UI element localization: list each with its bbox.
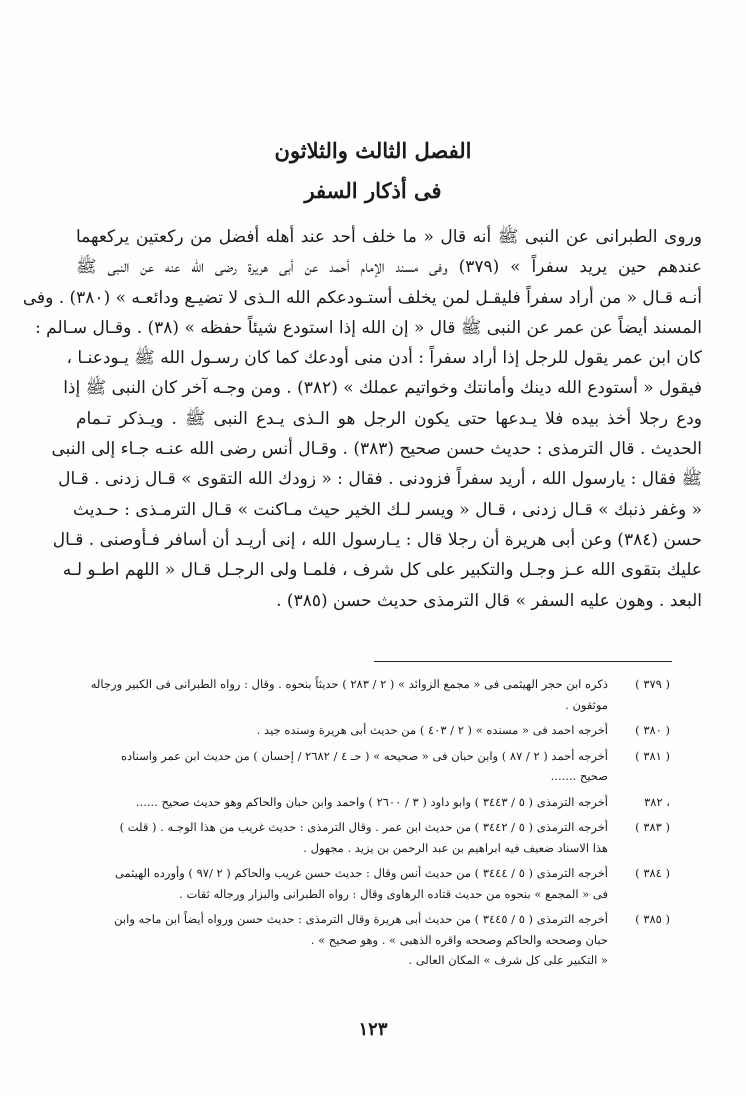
footnote-line: هذا الاسناد ضعيف فيه ابراهيم بن عبد الرحمن بن يزيد . مجهول . xyxy=(303,840,608,855)
body-line: المسند أيضاً عن عمر عن النبى ﷺ قال « إن الله إذا استودع شيئاً حفظه » (٣٨) . وقـال سـالم : xyxy=(35,317,702,338)
footnote-number: ( ٣٨٤ ) xyxy=(635,866,670,880)
body-line: عندهم حين يريد سفراً » (٣٧٩) وفى مسند الإمام أحمد عن أبى هريرة رضى الله عنه عن النبى ﷺ xyxy=(76,257,702,278)
body-line: أنـه قـال « من أراد سفراً فليقـل لمن يخلف أستـودعكم الله الـذى لا تضيـع ودائعـه » (٣٨٠) . وفى xyxy=(22,287,702,308)
body-line: ودع رجلا أخذ بيده فلا يـدعها حتى يكون الرجل هو الـذى يـدع النبى ﷺ . ويـذكر تـمام xyxy=(76,408,702,429)
footnote-line: أخرجه أحمد ( ٢ / ٨٧ ) وابن حبان فى « صحيحه » ( حـ ٤ / ٢٦٨٢ / إحسان ) من حديث ابن عمر واسناده xyxy=(120,748,608,763)
footnote-384 xyxy=(66,863,670,904)
footnote-line: فى « المجمع » بنحوه من حديث قتاده الرهاوى وقال : رواه الطبرانى والبزار ورجاله ثقات . xyxy=(179,886,608,901)
body-line: « وغفر ذنبك » قـال زدنى ، قـال « ويسر لـك الخير حيث مـاكنت » قـال الترمـذى : حـديث xyxy=(73,499,702,520)
footnote-line: ذكره ابن حجر الهيثمى فى « مجمع الزوائد » ( ٢ / ٢٨٣ ) حديثاً بنحوه . وقال : رواه الطبرانى فى الكبير ورجاله xyxy=(90,677,608,691)
footnote-line: أخرجه الترمذى ( ٥ / ٣٤٤٣ ) وابو داود ( ٣ / ٢٦٠٠ ) واحمد وابن حبان والحاكم وهو حديث صحيح ...... xyxy=(135,794,608,809)
footnote-line: أخرجه الترمذى ( ٥ / ٣٤٤٥ ) من حديث أبى هريرة وقال الترمذى : حديث حسن ورواه أيضاً ابن ماجه وابن xyxy=(114,912,608,926)
footnote-number: ( ٣٨٣ ) xyxy=(635,820,670,834)
footnote-line: « التكبير على كل شرف » المكان العالى . xyxy=(408,953,608,967)
footnote-line: موثقون . xyxy=(565,697,608,712)
body-line: كان ابن عمر يقول للرجل إذا أراد سفراً : أدن منى أودعك كما كان رسـول الله ﷺ يـودعنـا ، xyxy=(66,348,702,369)
body-line: ﷺ فقال : يارسول الله ، أريد سفراً فزودنى . فقال : « زودك الله التقوى » قـال زدنى . قـال xyxy=(58,469,702,490)
chapter-subtitle: فى أذكار السفر xyxy=(304,178,442,203)
footnote-383 xyxy=(66,817,670,858)
body-text xyxy=(22,222,702,616)
footnote-380 xyxy=(66,720,670,741)
footnote-385 xyxy=(66,909,670,971)
footnote-line: أخرجه الترمذى ( ٥ / ٣٤٤٤ ) من حديث أنس وقال : حديث حسن غريب والحاكم ( ٢ /٩٧ ) وأورده الهيثمى xyxy=(114,866,608,880)
footnotes xyxy=(66,674,670,971)
body-line: البعد . وهون عليه السفر » قال الترمذى حديث حسن (٣٨٥) . xyxy=(276,590,702,611)
footnote-number: ٣٨٢ ، xyxy=(644,794,670,809)
body-line: حسن (٣٨٤) وعن أبى هريرة أن رجلا قال : يـارسول الله ، إنى أريـد أن أسافر فـأوصنى . قـال xyxy=(52,529,702,550)
footnote-line: أخرجه الترمذى ( ٥ / ٣٤٤٢ ) من حديث ابن عمر . وقال الترمذى : حديث غريب من هذا الوجـه . ( قلت ) xyxy=(119,820,608,834)
footnote-number: ( ٣٨١ ) xyxy=(635,748,670,763)
body-line: فيقول « أستودع الله دينك وأمانتك وخواتيم عملك » (٣٨٢) . ومن وجـه آخر كان النبى ﷺ إذا xyxy=(63,378,702,399)
footnote-382 xyxy=(66,792,670,813)
footnote-number: ( ٣٨٠ ) xyxy=(635,723,670,737)
footnote-line: أخرجه احمد فى « مسنده » ( ٢ / ٤٠٣ ) من حديث أبى هريرة وسنده جيد . xyxy=(256,723,608,737)
chapter-title: الفصل الثالث والثلاثون xyxy=(274,138,472,163)
body-line: وروى الطبرانى عن النبى ﷺ أنه قال « ما خلف أحد عند أهله أفضل من ركعتين يركعهما xyxy=(76,227,702,247)
footnote-line: صحيح ....... xyxy=(550,769,608,783)
body-line: عليك بتقوى الله عـز وجـل والتكبير على كل شرف ، فلمـا ولى الرجـل قـال « اللهم اطـو لـه xyxy=(62,560,702,581)
body-line: الحديث . قال الترمذى : حديث حسن صحيح (٣٨٣) . وقـال أنس رضى الله عنـه جـاء إلى النبى xyxy=(51,439,702,460)
footnote-381 xyxy=(66,746,670,787)
footnote-number: ( ٣٧٩ ) xyxy=(635,677,670,691)
footnote-379 xyxy=(66,674,670,715)
footnote-divider xyxy=(374,661,672,662)
footnote-number: ( ٣٨٥ ) xyxy=(635,912,670,926)
page-number: ١٢٣ xyxy=(358,1019,388,1040)
footnote-line: حبان وصححه والحاكم وصححه واقره الذهبى » . وهو صحيح » . xyxy=(310,932,608,947)
